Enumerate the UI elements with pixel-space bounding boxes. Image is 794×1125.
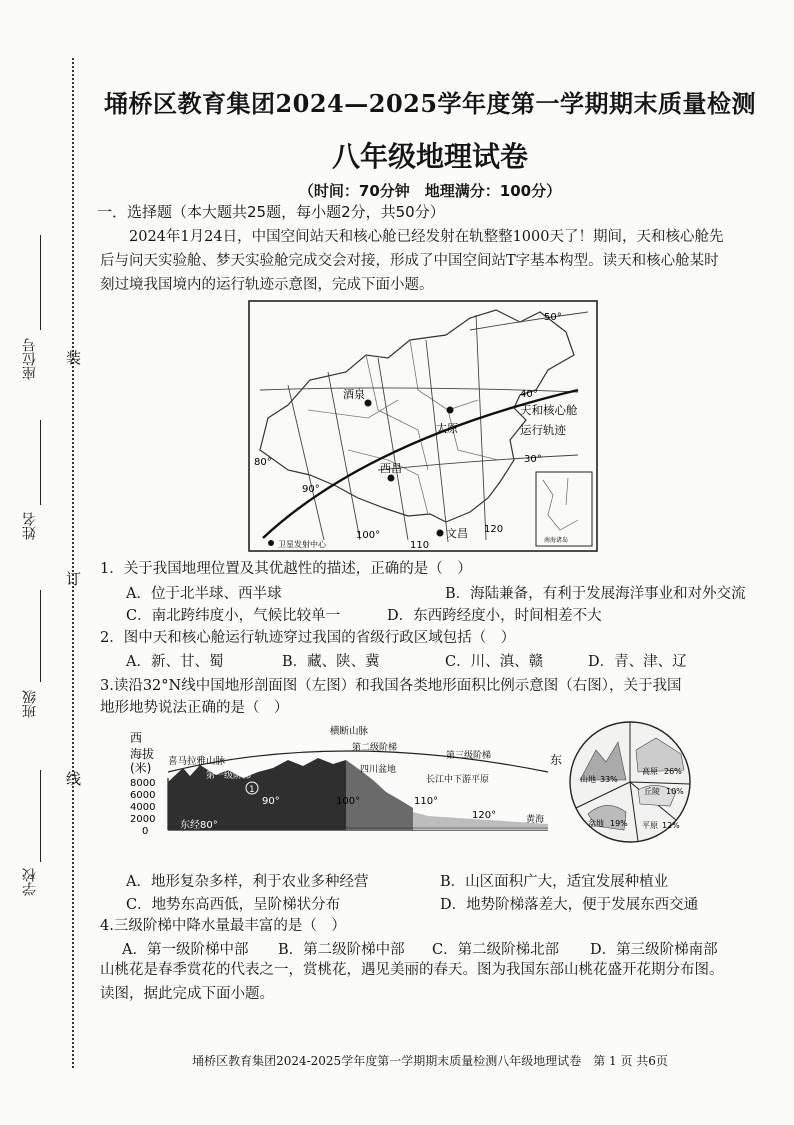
question-4-option-c[interactable]: C．第二级阶梯北部: [432, 942, 560, 958]
binding-char-ding: 订: [66, 570, 82, 588]
x-tick-110: 110°: [414, 796, 439, 807]
class-label: 班级: [22, 690, 38, 718]
space-station-track-map: [248, 300, 598, 552]
name-blank[interactable]: [40, 420, 41, 505]
pie-hill-pct: 10%: [666, 787, 684, 796]
step-1-label: 第一级阶梯: [206, 771, 252, 781]
lat-30: 30°: [524, 454, 542, 465]
city-jiuquan: 酒泉: [343, 388, 365, 401]
binding-char-zhuang: 装: [66, 349, 82, 367]
x-tick-100: 100°: [336, 796, 361, 807]
y-tick-6000: 6000: [130, 790, 156, 801]
question-2-stem: 2．图中天和核心舱运行轨迹穿过我国的省级行政区域包括（ ）: [100, 630, 516, 646]
binding-char-xian: 线: [66, 770, 82, 788]
profile-unit-label: (米): [130, 761, 152, 775]
track-label-2: 运行轨迹: [520, 423, 566, 437]
question-4-option-b[interactable]: B．第二级阶梯中部: [278, 942, 405, 958]
mountain-hengduan: 横断山脉: [330, 726, 369, 737]
basin-sichuan: 四川盆地: [360, 765, 397, 775]
legend-text: 卫星发射中心: [278, 540, 326, 549]
legend-dot: [268, 540, 274, 546]
question-3-stem-line2: 地形地势说法正确的是（ ）: [100, 700, 289, 716]
class-blank[interactable]: [40, 590, 41, 682]
wenchang-dot: [437, 530, 444, 537]
question-2-option-b[interactable]: B．藏、陕、冀: [282, 654, 380, 670]
question-3-option-c[interactable]: C．地势东高西低，呈阶梯状分布: [126, 897, 341, 913]
xichang-dot: [388, 475, 395, 482]
terrain-profile-32n: [128, 720, 568, 840]
track-label-1: 天和核心舱: [520, 403, 578, 417]
question-1-option-c[interactable]: C．南北跨纬度小，气候比较单一: [126, 608, 341, 624]
profile-west-label: 西: [130, 731, 143, 745]
x-tick-90: 90°: [262, 796, 280, 807]
sea-yellow: 黄海: [526, 815, 545, 825]
inset-label: 南海诸岛: [544, 537, 569, 544]
y-tick-2000: 2000: [130, 814, 156, 825]
question-4-option-a[interactable]: A．第一级阶梯中部: [122, 942, 249, 958]
exam-title: 埇桥区教育集团2024—2025学年度第一学期期末质量检测: [103, 89, 757, 118]
seat-number-blank[interactable]: [40, 235, 41, 330]
exam-subtitle: 八年级地理试卷: [331, 140, 528, 173]
question-3-stem-line1: 3.读沿32°N线中国地形剖面图（左图）和我国各类地形面积比例示意图（右图），关于我国: [100, 678, 682, 694]
profile-marker-number: 1: [249, 785, 255, 795]
binding-dotted-line: [72, 58, 74, 1068]
question-4-stem: 4.三级阶梯中降水量最丰富的是（ ）: [100, 918, 346, 934]
pie-hill-name: 丘陵: [644, 787, 660, 796]
question-4-option-d[interactable]: D．第三级阶梯南部: [590, 942, 718, 958]
question-2-option-d[interactable]: D．青、津、辽: [588, 654, 687, 670]
pie-plateau-name: 高原: [642, 767, 658, 776]
pie-plateau-pct: 26%: [664, 767, 682, 776]
landform-area-pie: [566, 720, 696, 844]
lon-90: 90°: [302, 484, 320, 495]
y-tick-4000: 4000: [130, 802, 156, 813]
section-heading: 一．选择题（本大题共25题，每小题2分，共50分）: [97, 203, 445, 221]
lon-100: 100°: [356, 530, 381, 541]
y-tick-0: 0: [142, 826, 149, 837]
step-3-label: 第三级阶梯: [446, 751, 492, 761]
intro-paragraph: 2024年1月24日，中国空间站天和核心舱已经发射在轨整整1000天了！期间，天和核心舱先后与问天实验舱、梦天实验舱完成交会对接，形成了中国空间站T字基本构型。读天和核心舱某时刻过境我国境内的运行轨迹示意图，完成下面小题。: [100, 229, 724, 293]
city-xichang: 西昌: [380, 462, 402, 475]
city-taiyuan: 太原: [436, 422, 458, 435]
profile-east-label: 东: [550, 753, 563, 767]
plain-yangtze: 长江中下游平原: [426, 775, 490, 785]
x-tick-120: 120°: [472, 810, 497, 821]
peach-blossom-intro: 山桃花是春季赏花的代表之一，赏桃花，遇见美丽的春天。图为我国东部山桃花盛开花期分布图。读图，据此完成下面小题。: [100, 962, 724, 1002]
school-blank[interactable]: [40, 770, 41, 862]
y-tick-8000: 8000: [130, 778, 156, 789]
seat-number-label: 座位号: [22, 338, 38, 380]
profile-altitude-label: 海拔: [130, 747, 155, 761]
south-china-sea-inset: [536, 472, 592, 546]
pie-mountain-name: 山地: [580, 775, 596, 784]
question-1-option-d[interactable]: D．东西跨经度小，时间相差不大: [387, 608, 602, 624]
mountain-himalaya: 喜马拉雅山脉: [168, 756, 226, 767]
taiyuan-dot: [447, 407, 454, 414]
pie-plain-name: 平原: [642, 821, 658, 830]
pie-basin-pct: 19%: [610, 819, 628, 828]
school-label: 学校: [22, 868, 38, 896]
pie-plain-pct: 12%: [662, 821, 680, 830]
x-tick-80: 东经80°: [180, 820, 218, 831]
step-2-label: 第二级阶梯: [352, 743, 398, 753]
city-wenchang: 文昌: [446, 527, 468, 540]
page-footer: 埇桥区教育集团2024-2025学年度第一学期期末质量检测八年级地理试卷 第 1 页 共6页: [192, 1054, 668, 1068]
question-3-option-a[interactable]: A．地形复杂多样，利于农业多种经营: [126, 874, 369, 890]
question-3-option-d[interactable]: D．地势阶梯落差大，便于发展东西交通: [440, 897, 699, 913]
question-1-option-b[interactable]: B．海陆兼备，有利于发展海洋事业和对外交流: [445, 586, 746, 602]
lat-40: 40°: [520, 389, 538, 400]
lon-110: 110: [410, 540, 430, 551]
lon-120: 120: [484, 524, 504, 535]
time-and-score-info: （时间：70分钟 地理满分：100分）: [298, 182, 562, 200]
question-1-option-a[interactable]: A．位于北半球、西半球: [126, 586, 282, 602]
question-3-option-b[interactable]: B．山区面积广大，适宜发展种植业: [440, 874, 669, 890]
pie-mountain-pct: 33%: [600, 775, 618, 784]
name-label: 姓名: [22, 512, 38, 540]
question-2-option-c[interactable]: C．川、滇、赣: [445, 654, 544, 670]
question-2-option-a[interactable]: A．新、甘、蜀: [126, 654, 224, 670]
jiuquan-dot: [365, 400, 372, 407]
lat-50: 50°: [544, 312, 562, 323]
lon-80: 80°: [254, 457, 272, 468]
pie-basin-name: 盆地: [588, 819, 604, 828]
question-1-stem: 1．关于我国地理位置及其优越性的描述，正确的是（ ）: [100, 561, 472, 577]
